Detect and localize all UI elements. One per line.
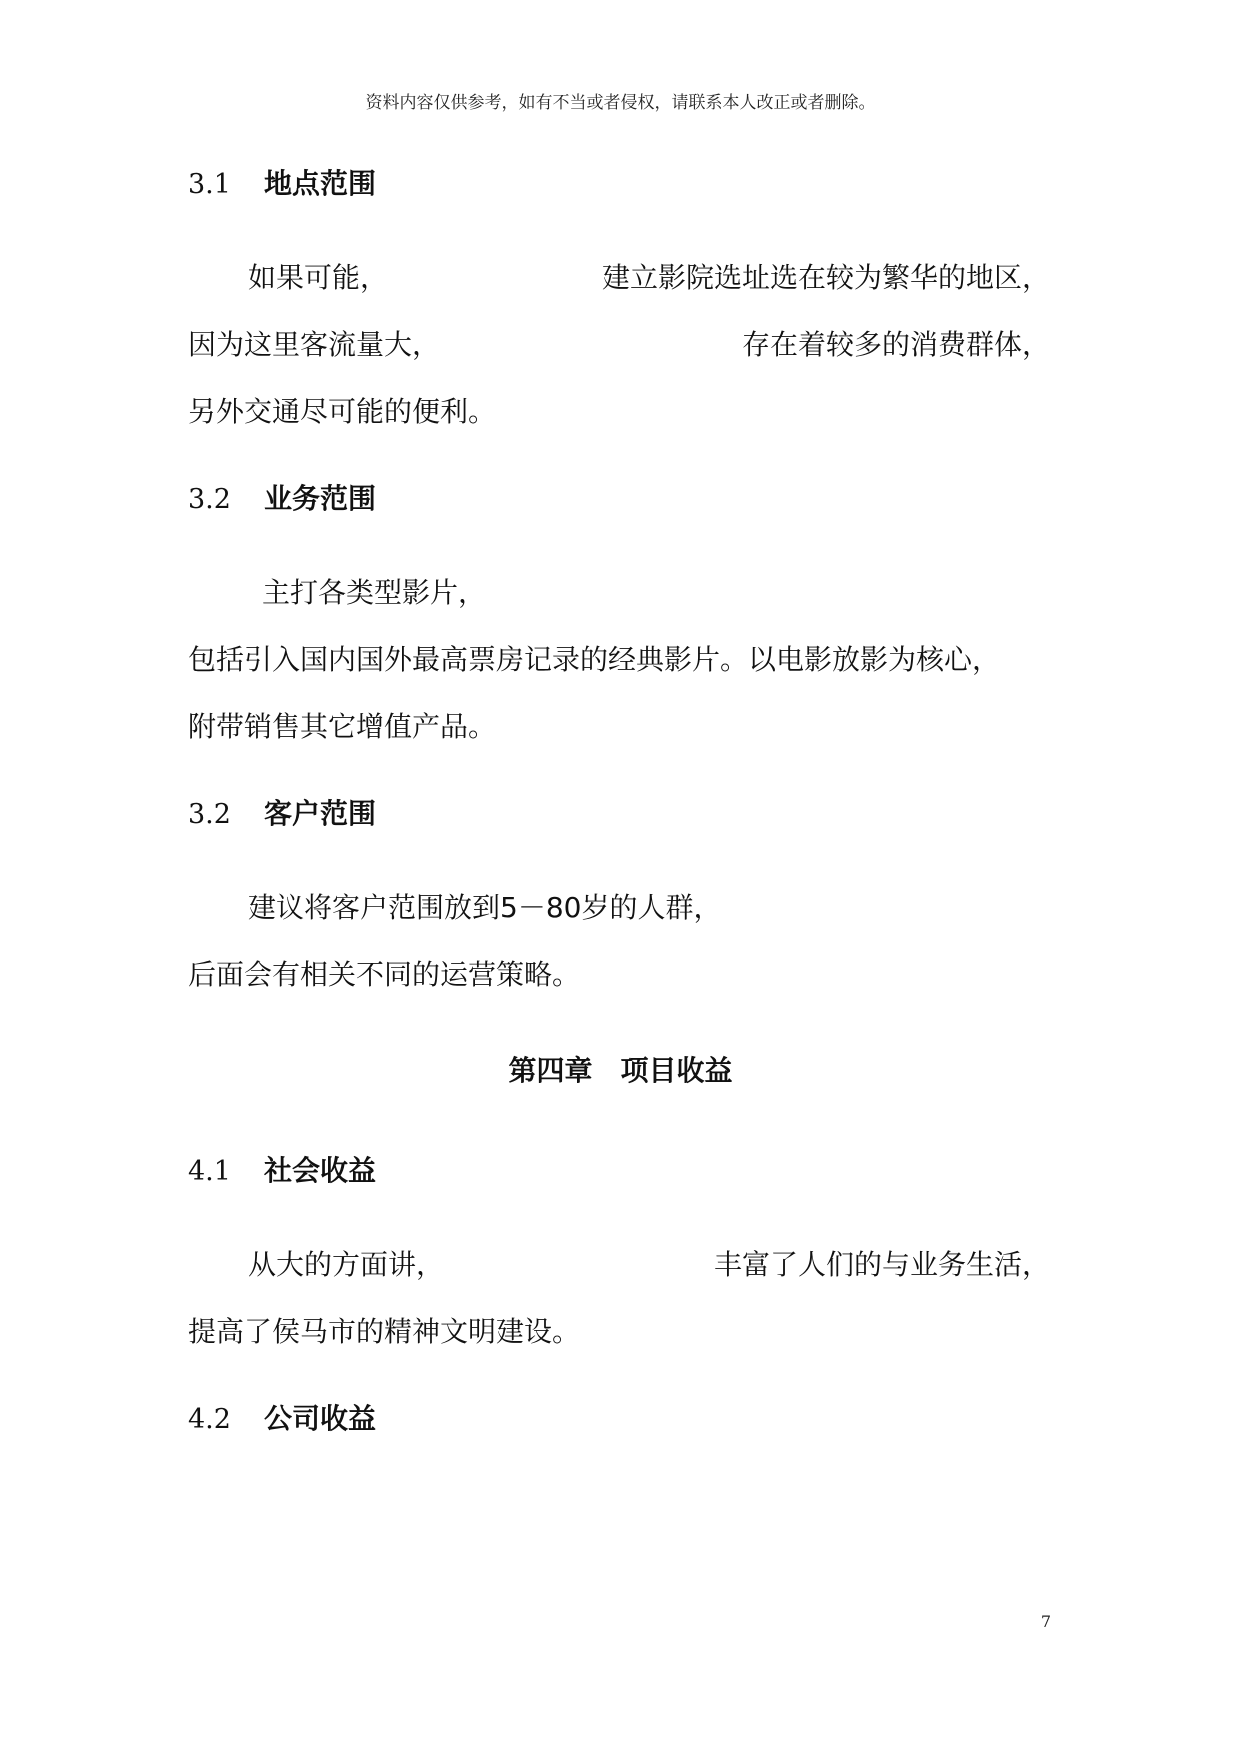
section-number: 3.2 — [188, 484, 231, 515]
paragraph-line: 因为这里客流量大， — [188, 328, 441, 361]
section-number: 3.1 — [188, 169, 231, 200]
section-heading-4-2 — [188, 1401, 376, 1438]
paragraph-line: 提高了侯马市的精神文明建设。 — [188, 1315, 581, 1348]
section-heading-3-1 — [188, 166, 376, 203]
page-number: 7 — [1040, 1612, 1051, 1631]
section-heading-3-2-customers — [188, 796, 376, 833]
section-heading-4-1 — [188, 1153, 376, 1190]
section-title: 地点范围 — [264, 167, 377, 200]
paragraph-line: 主打各类型影片， — [262, 576, 487, 609]
paragraph-line: 后面会有相关不同的运营策略。 — [188, 958, 581, 991]
paragraph-line: 丰富了人们的与业务生活， — [713, 1248, 1050, 1281]
paragraph-line: 附带销售其它增值产品。 — [188, 710, 497, 743]
section-title: 业务范围 — [264, 482, 377, 515]
paragraph-line: 另外交通尽可能的便利。 — [188, 395, 497, 428]
section-number: 3.2 — [188, 799, 231, 830]
paragraph-line: 如果可能， — [248, 261, 389, 294]
paragraph-line: 建议将客户范围放到5－80岁的人群， — [248, 891, 722, 924]
paragraph-line: 从大的方面讲， — [248, 1248, 445, 1281]
paragraph-line: 建立影院选址选在较为繁华的地区， — [601, 261, 1050, 294]
section-title: 客户范围 — [264, 797, 377, 830]
section-title: 社会收益 — [264, 1154, 377, 1187]
page-header-disclaimer: 资料内容仅供参考，如有不当或者侵权，请联系本人改正或者删除。 — [365, 93, 876, 113]
paragraph-line: 存在着较多的消费群体， — [741, 328, 1050, 361]
section-number: 4.1 — [188, 1156, 231, 1187]
section-number: 4.2 — [188, 1404, 231, 1435]
section-title: 公司收益 — [264, 1402, 377, 1435]
section-heading-3-2 — [188, 481, 376, 518]
chapter-title: 第四章 项目收益 — [508, 1054, 733, 1087]
paragraph-line: 包括引入国内国外最高票房记录的经典影片。以电影放影为核心， — [188, 643, 1001, 676]
